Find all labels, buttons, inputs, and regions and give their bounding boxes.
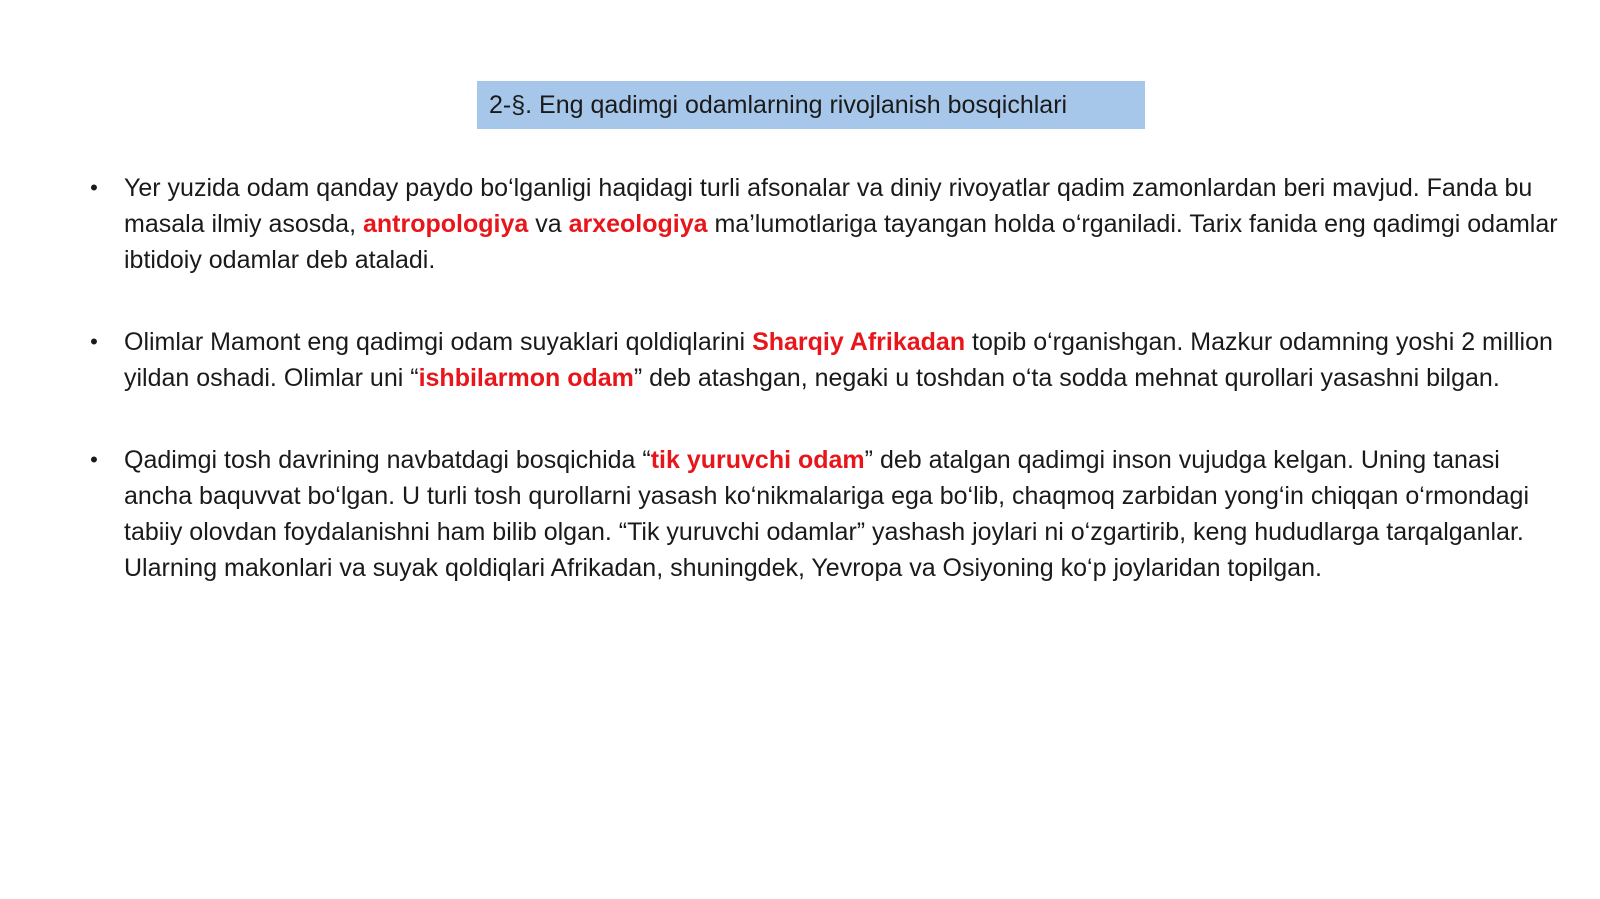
bullet-text: Qadimgi tosh davrining navbatdagi bosqichida “ bbox=[124, 446, 651, 474]
title-banner bbox=[477, 81, 1145, 129]
bullet-text: ” deb atalgan qadimgi inson vujudga kelgan. Uning tanasi ancha baquvvat bo‘lgan. U turli tosh qurollarni yasash ko‘nikmalariga ega bo‘lib, chaqmoq zarbidan yong‘in chiqqan o‘rmondagi tabiiy olovdan foydalanishni ham bilib olgan. “Tik yuruvchi odamlar” yashash joylari ni o‘zgartirib, keng hududlarga tarqalganlar. Ularning makonlari va suyak qoldiqlari Afrikadan, shuningdek, Yevropa va Osiyoning ko‘p joylaridan topilgan. bbox=[124, 446, 1530, 582]
bullet-item-3 bbox=[84, 442, 1569, 586]
highlight-term: tik yuruvchi odam bbox=[650, 446, 865, 474]
highlight-term: ishbilarmon odam bbox=[418, 364, 634, 392]
highlight-term: Sharqiy Afrikadan bbox=[752, 328, 966, 356]
bullet-text: topib o‘rganishgan. Mazkur odamning yoshi 2 million yildan oshadi. Olimlar uni “ bbox=[124, 328, 1553, 392]
bullet-text: va bbox=[528, 210, 569, 238]
bullet-text: Yer yuzida odam qanday paydo bo‘lganligi haqidagi turli afsonalar va diniy rivoyatlar qadim zamonlardan beri mavjud. Fanda bu masala ilmiy asosda, bbox=[124, 174, 1533, 238]
bullet-text: Olimlar Mamont eng qadimgi odam suyaklari qoldiqlarini bbox=[124, 328, 753, 356]
bullet-icon: • bbox=[90, 447, 98, 472]
bullet-text: ma’lumotlariga tayangan holda o‘rganiladi. Tarix fanida eng qadimgi odamlar ibtidoiy odamlar deb ataladi. bbox=[124, 210, 1558, 274]
bullet-item-1 bbox=[84, 170, 1569, 278]
slide-title: 2-§. Eng qadimgi odamlarning rivojlanish bosqichlari bbox=[489, 90, 1068, 119]
bullet-icon: • bbox=[90, 329, 98, 354]
highlight-term: arxeologiya bbox=[568, 210, 708, 238]
bullet-text: ” deb atashgan, negaki u toshdan o‘ta sodda mehnat qurollari yasashni bilgan. bbox=[633, 364, 1500, 392]
bullet-item-2 bbox=[84, 324, 1569, 396]
bullet-list bbox=[84, 170, 1569, 632]
bullet-icon: • bbox=[90, 175, 98, 200]
highlight-term: antropologiya bbox=[362, 210, 529, 238]
